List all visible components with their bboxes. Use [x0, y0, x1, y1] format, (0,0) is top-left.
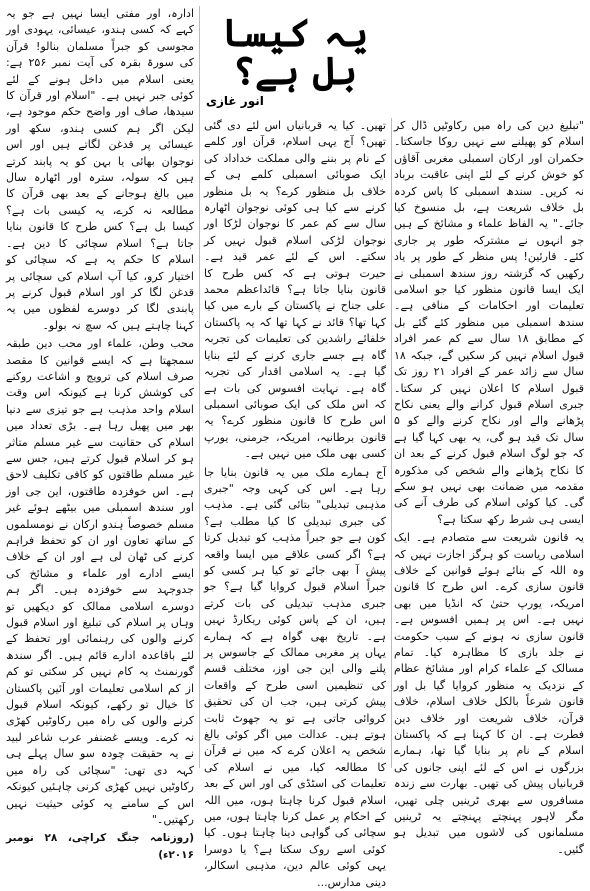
column-divider — [391, 118, 392, 768]
paragraph: ادارہ، اور مفتی ایسا نہیں ہے جو یہ کہے کہ کسی ہندو، عیسائی، یہودی اور مجوسی کو جبراً مسلمان بنالو! قرآن کی سورۃ بقرہ کی آیت نمبر ۲۵۶ ہے: یعنی اسلام میں داخل ہونے کے لئے کوئی جبر نہیں ہے۔ "اسلام اور قرآن کا سیدھا، صاف اور واضح حکم موجود ہے، لیکن اگر ہم کسی ہندو، سکھ اور عیسائی پر قدغن لگاتے ہیں اور اس نوجوان بھائی یا بہن کو یہ پابند کرتے ہیں کہ سولہ، سترہ اور اٹھارہ سال میں بالغ ہوجانے کے بعد بھی قرآن کا مطالعہ نہ کرے، یہ کیسی بات ہے؟ کیسا بل ہے؟ کس طرح کا قانون بنایا جاتا ہے؟ اسلام سچائی کا دین ہے۔ اسلام کا حکم یہ ہے کہ سچائی کو اختیار کرو، کیا آپ اسلام کی سچائی پر قدغن لگا کر اور اسلام قبول کرنے پر پابندی لگا کر دوسرے لفظوں میں یہ کہنا چاہتے ہیں کہ سچ نہ بولو۔ — [6, 7, 194, 332]
paragraph: محب وطن، علماء اور محب دین طبقہ سمجھتا ہے کہ ایسے قوانین کا مقصد صرف اسلام کی ترویج و اشاعت روکنے کی کوشش کرنا ہے کیونکہ اس وقت اسلام واحد مذہب ہے جو تیزی سے دنیا بھر میں پھیل رہا ہے۔ بڑی تعداد میں اسلام کی حقانیت سے غیر مسلم متاثر ہو کر اسلام قبول کرتے ہیں، جس سے غیر مسلم طاقتوں کو کافی تکلیف لاحق ہے۔ اس خوفزدہ طاقتوں، این جی اوز اور سندھ اسمبلی میں بیٹھے ہوئے غیر مسلم خصوصاً ہندو ارکان نے نومسلموں کے ساتھ تعاون اور ان کو تحفظ فراہم کرنے کی ٹھان لی ہے اور ان کے خلاف ایسے ادارے اور علماء و مشائخ کی جدوجہد سے خوفزدہ ہیں۔ اگر ہم دوسرے اسلامی ممالک کو دیکھیں تو وہاں پر اسلام کی تبلیغ اور اسلام قبول کرنے والوں کی رہنمائی اور تحفظ کے لئے باقاعدہ ادارے قائم ہیں۔ اگر سندھ گورنمنٹ یہ کام نہیں کر سکتی تو کم از کم اسلامی تعلیمات اور آئین پاکستان کا خیال تو رکھے، کیونکہ اسلام قبول کرنے والوں کی راہ میں رکاوٹیں کھڑی نہ کرے۔ ویسے غضنفر عرب شاعر لبید نے یہ حقیقت چودہ سو سال پہلے ہی کہہ دی تھی: "سچائی کی راہ میں رکاوٹیں نہیں کھڑی کرنی چاہئیں کیونکہ اس کے سامنے یہ کوئی حیثیت نہیں رکھتیں۔" — [6, 337, 194, 826]
author-byline: انور غازی — [206, 94, 264, 108]
paragraph: یہ قانون شریعت سے متصادم ہے۔ ایک اسلامی ریاست کو ہرگز اجازت نہیں کہ وہ اللہ کے بنائے ہوئے قوانین کے خلاف قانون سازی کرے۔ اس طرح کا قانون امریکہ، یورپ حتیٰ کہ انڈیا میں بھی نہیں ہے۔ اس پر ہمیں افسوس ہے۔ قانون سازی نہ ہونے کے سبب حکومت نے جلد بازی کا مظاہرہ کیا۔ تمام مسالک کے علماء کرام اور مشائخ عظام کے نزدیک یہ منظور کروایا گیا بل اور قانون شرعاً بالکل خلاف اسلام، خلاف قرآن، خلاف شریعت اور خلاف دین فطرت ہے۔ ان کا کہنا ہے کہ پاکستان اسلام کے نام پر بنایا گیا تھا، ہمارے بزرگوں نے اس کے لئے اپنی جانوں کی قربانیاں پیش کی تھیں۔ بھارت سے زندہ مسافروں سے بھری ٹرینیں چلی تھیں، مگر لاہور پہنچتے پہنچتے یہ ٹرینیں مسلمانوں کی لاشوں میں تبدیل ہو گئیں۔ — [394, 531, 584, 856]
paragraph: تھیں۔ کیا یہ قربانیاں اس لئے دی گئی تھیں؟ آج یہی اسلام، قرآن اور کلمے کے نام پر بننے والی مملکت خداداد کی ایک صوبائی اسمبلی کلمے ہی کے خلاف بل منظور کرے؟ یہ بل منظور کرنے سے کیا ہی کوئی نوجوان اٹھارہ سال سے کم عمر کا نوجوان لڑکا اور نوجوان لڑکی اسلام قبول نہیں کر سکتے۔ اس کے لئے عمر قید ہے۔ حیرت ہوتی ہے کہ کس طرح کا قانون بنایا جاتا ہے؟ قائداعظم محمد علی جناح نے پاکستان کے بارے میں کیا کہا تھا؟ قائد نے کہا تھا کہ یہ پاکستان خلفائے راشدین کی تعلیمات کی تجربہ گاہ ہے جسے جاری کرنے کے لئے بنایا گیا ہے۔ یہ اسلامی اقدار کی تجربہ گاہ ہے۔ نہایت افسوس کی بات ہے کہ اس ملک کی ایک صوبائی اسمبلی اس طرح کا قانون منظور کرے؟ یہ قانون برطانیہ، امریکہ، جرمنی، یورپ کسی بھی ملک میں نہیں ہے۔ — [204, 119, 386, 461]
source-citation: (روزنامہ جنگ کراچی، ۲۸ نومبر ۲۰۱۶ء) — [6, 832, 194, 861]
column-divider — [199, 6, 200, 768]
article-column-right — [394, 118, 584, 856]
headline-area — [206, 6, 384, 98]
article-column-middle — [204, 118, 386, 889]
paragraph: آج ہمارے ملک میں یہ قانون بنایا جا رہا ہے۔ اس کی کہی وجہ "جبری مذہبی تبدیلی" بتائی گئی ہے۔ مذہب کی جبری تبدیلی کا کیا مطلب ہے؟ کون ہے جو جبراً مذہب کو تبدیل کرتا ہے؟ اگر کسی علاقے میں ایسا واقعہ پیش آ بھی جائے تو کیا ہر کسی کو جبراً اسلام قبول کروایا گیا ہے؟ جو جبری مذہب تبدیلی کی بات کرتے ہیں، ان کے پاس کوئی ریکارڈ نہیں ہے۔ تاریخ بھی گواہ ہے کہ ہمارے یہاں پر مغربی ممالک کے جاسوس پر پلنے والی این جی اوز، مختلف قسم کی تنظیمیں اسی طرح کے واقعات پیش کرتی ہیں، جب ان کی تحقیق کروائی جاتی ہے تو یہ جھوٹ ثابت ہوتے ہیں۔ عدالت میں اگر کوئی بالغ شخص یہ اعلان کرے کہ میں نے قرآن کا مطالعہ کیا، میں نے اسلام کی تعلیمات کی اسٹڈی کی اور اس کے بعد اسلام قبول کرنا چاہتا ہوں، میں اللہ کے احکام پر عمل کرنا چاہتا ہوں، میں سچائی کی گواہی دینا چاہتا ہوں۔ کیا کوئی اسے روک سکتا ہے؟ یا دوسرا یہی کوئی عالم دین، مذہبی اسکالر، دینی مدارس... — [204, 465, 386, 889]
article-title: یہ کیسا بل ہے؟ — [221, 10, 369, 93]
paragraph: "تبلیغ دین کی راہ میں رکاوٹیں ڈال کر اسلام کو پھیلنے سے نہیں روکا جاسکتا۔ حکمران اور ارکان اسمبلی مغربی آقاؤں کو خوش کرنے کے لئے اپنی عاقبت برباد نہ کریں۔ سندھ اسمبلی کا پاس کردہ بل خلاف شریعت ہے، بل منسوخ کیا جائے۔" یہ الفاظ علماء و مشائخ کے ہیں جو انہوں نے مشترکہ طور پر جاری کئے۔ قارئین! پس منظر کے طور پر یاد رکھیں کہ گزشتہ روز سندھ اسمبلی نے ایک ایسا قانون منظور کیا جو اسلامی تعلیمات اور احکامات کے منافی ہے۔ سندھ اسمبلی میں منظور کئے گئے بل کے مطابق ۱۸ سال سے کم عمر افراد قبول اسلام نہیں کر سکیں گے، جبکہ ۱۸ سال سے زائد عمر کے افراد ۲۱ روز تک قبول اسلام کا اعلان نہیں کر سکتا۔ جبری اسلام قبول کرانے والے یعنی نکاح پڑھانے والے اور نکاح کرنے والے کو ۵ سال تک قید ہو گی، یہ بھی کہا گیا ہے کہ جو لوگ اسلام قبول کرنے کے بعد ان کا نکاح پڑھانے والے شخص کی مذکورہ مقدمہ میں ضمانت بھی نہیں ہو سکے گی۔ کیا کوئی اسلام کی طرف آنے کی ایسی ہی شرط رکھ سکتا ہے؟ — [394, 119, 584, 526]
article-column-left — [6, 6, 194, 861]
